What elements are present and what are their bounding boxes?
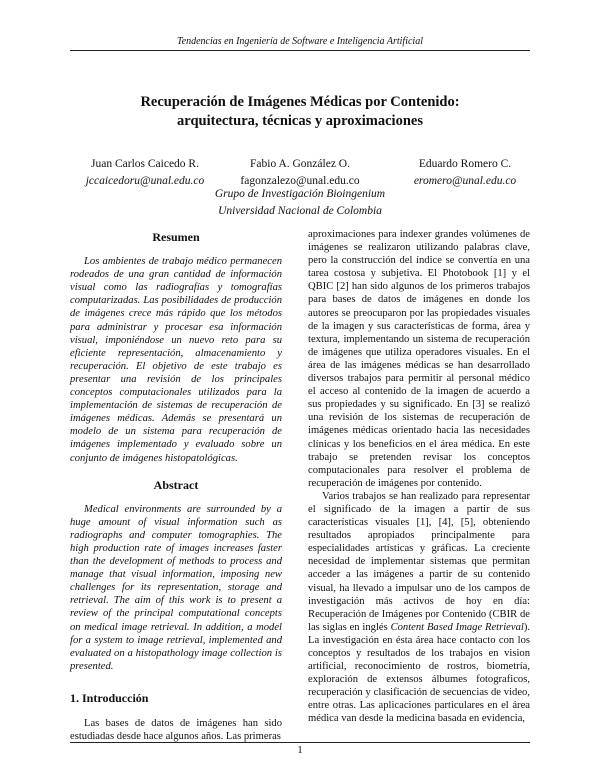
resumen-text: Los ambientes de trabajo médico permanecen rodeados de una gran cantidad de información visual como las radiografías y tomografías computarizadas. Las posibilidades de producción de imágenes crece más rápido que los métodos para administrar y procesar esa información visual, imponiéndose un nuevo reto para su eficiente representación, almacenamiento y recuperación. El objetivo de este trabajo es presentar una revisión de los principales conceptos computacionales utilizados para la implementación de sistemas de recuperación de imágenes médicas. Además se presentará un modelo de un sistema para recuperación de imágenes implementado y evaluado sobre un conjunto de imágenes histopatológicas.	[70, 256, 282, 464]
title-line-2: arquitectura, técnicas y aproximaciones	[177, 113, 423, 129]
body-paragraph-1: aproximaciones para indexer grandes volúmenes de imágenes se realizaron utilizando palabras clave, pero la construcción del índice se convertía en una tarea costosa y subjetiva. El Photobook [1] y el QBIC [2] han sido algunos de los primeros trabajos para bases de datos de imágenes en donde los autores se preocuparon por las propiedades visuales de la imagen y sus características de forma, área y textura, implementando un sistema de recuperación de imágenes que utiliza operadores visuales. En el área de las imágenes médicas se han desarrollado diversos trabajos para permitir al personal médico el acceso al contenido de la imagen de acuerdo a sus propiedades y su significado. En [3] se realizó una revisión de los sistemas de recuperación de imágenes médicas orientado hacia las necesidades clínicas y los beneficios en el área médica. En este trabajo se pretenden revisar los conceptos computacionales para resolver el problema de recuperación de imágenes por contenido.	[308, 229, 530, 489]
author-3	[380, 156, 550, 190]
intro-paragraph: Las bases de datos de imágenes han sido estudiadas desde hace algunos años. Las primeras	[70, 718, 282, 743]
author-1	[60, 156, 230, 190]
author-name: Fabio A. González O.	[250, 158, 350, 170]
footer-rule	[70, 742, 530, 743]
paper-title	[60, 93, 540, 131]
title-line-1: Recuperación de Imágenes Médicas por Contenido:	[140, 94, 460, 110]
author-email: fagonzalezo@unal.edu.co	[240, 175, 360, 187]
author-name: Eduardo Romero C.	[418, 158, 512, 170]
author-email: jccaicedoru@unal.edu.co	[85, 175, 205, 187]
university: Universidad Nacional de Colombia	[218, 205, 382, 217]
resumen-heading: Resumen	[152, 230, 200, 244]
affiliation	[160, 186, 440, 220]
intro-heading: 1. Introducción	[70, 690, 149, 705]
body-paragraph-2-part-b: ). La investigación en ésta área hace contacto con los conceptos y resultados de los trabajos en vision artificial, reconocimiento de rostros, biometría, exploración de extensos álbumes fotograficos, recuperación y clasificación de secuencias de video, entre otras. Las aplicaciones particulares en el área médica van desde la medicina basada en evidencia,	[308, 621, 530, 725]
body-paragraph-2-part-a: Varios trabajos se han realizado para representar el significado de la imagen a partir de sus características visuales [1], [4], [5], obteniendo resultados apropiados principalmente para especialidades artísticas y gráficas. La creciente necesidad de implementar sistemas que permitan acceder a las imágenes a partir de su contenido visual, ha llevado a impulsar uno de los campos de investigación más activos de hoy en día: Recuperación de Imágenes por Contenido (CBIR de las siglas en inglés	[308, 490, 530, 633]
header-rule	[70, 50, 530, 51]
right-column	[308, 228, 530, 726]
cbir-term: Content Based Image Retrieval	[390, 621, 524, 633]
running-header: Tendencias en Ingeniería de Software e Inteligencia Artificial	[177, 36, 423, 47]
left-column	[70, 228, 282, 743]
abstract-heading: Abstract	[153, 477, 199, 492]
body-paragraph-2	[308, 490, 530, 726]
author-2	[215, 156, 385, 190]
author-email: eromero@unal.edu.co	[413, 175, 517, 187]
author-name: Juan Carlos Caicedo R.	[91, 158, 199, 170]
abstract-text: Medical environments are surrounded by a huge amount of visual information such as radiographs and computer tomographies. The high production rate of images increases faster than the development of methods to process and manage that visual information, imposing new challenges for its representation, storage and retrieval. The aim of this work is to present a review of the principal computational concepts on medical image retrieval. In addition, a model for a system to image retrieval, implemented and evaluated on a histopathology image collection is presented.	[70, 503, 282, 672]
research-group: Grupo de Investigación Bioingenium	[214, 188, 386, 200]
page-number: 1	[297, 744, 303, 756]
